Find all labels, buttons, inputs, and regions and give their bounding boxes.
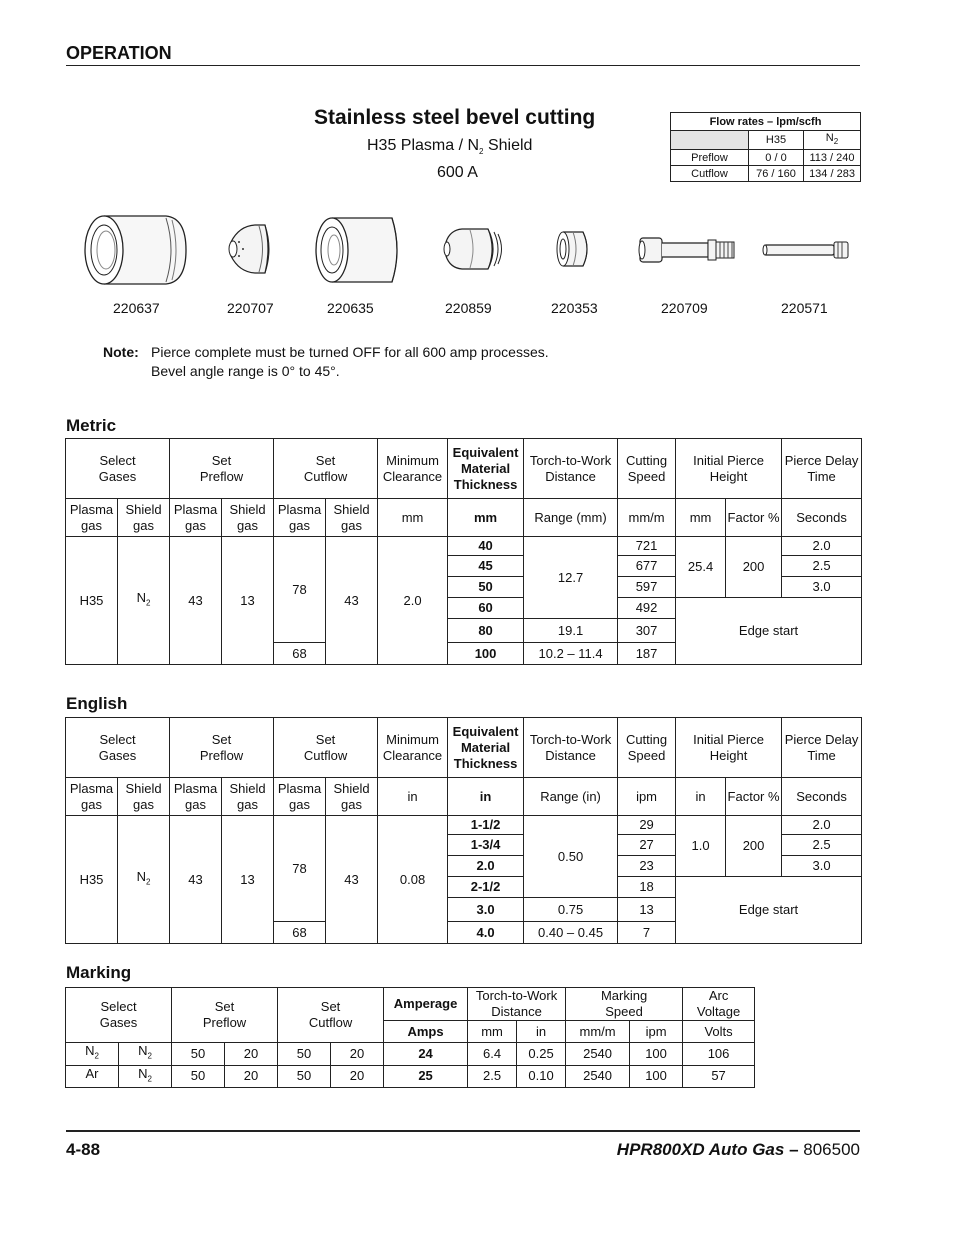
hdr-text: Set — [211, 731, 232, 747]
product-name: HPR800XD Auto Gas — [616, 1140, 785, 1159]
mk-unit-amps: Amps — [384, 1021, 468, 1043]
thickness-cell: 80 — [448, 619, 524, 643]
hdr-plasma-gas — [170, 499, 222, 537]
hdr-text: Distance — [545, 468, 596, 484]
speed-cell: 597 — [618, 577, 676, 598]
gas-sub: 2 — [147, 1074, 152, 1084]
mk-unit-mmm: mm/m — [566, 1021, 630, 1043]
unit-range: Range (mm) — [524, 499, 618, 537]
hdr-text: Shield — [229, 780, 266, 796]
flow-cell: 134 / 283 — [804, 166, 861, 182]
unit-speed: ipm — [618, 778, 676, 816]
unit-clearance: mm — [378, 499, 448, 537]
thickness-cell: 1-1/2 — [448, 816, 524, 835]
distance-cell: 0.40 – 0.45 — [524, 922, 618, 944]
hdr-shield-gas — [118, 499, 170, 537]
distance-cell: 10.2 – 11.4 — [524, 643, 618, 665]
hdr-text: Material — [460, 739, 511, 755]
note-label: Note: — [103, 344, 139, 360]
mk-cell: 2.5 — [468, 1065, 517, 1088]
hdr-text: Torch-to-Work — [529, 452, 612, 468]
mk-unit-volts: Volts — [683, 1021, 755, 1043]
hdr-text: Thickness — [453, 755, 518, 771]
part-number: 220353 — [551, 300, 598, 316]
mk-cell: 106 — [683, 1043, 755, 1066]
edge-start-cell: Edge start — [676, 877, 862, 944]
part-number: 220635 — [327, 300, 374, 316]
gas-sub: 2 — [147, 1051, 152, 1061]
speed-cell: 307 — [618, 619, 676, 643]
speed-cell: 23 — [618, 856, 676, 877]
mk-amps: 25 — [384, 1065, 468, 1088]
hdr-text: Gases — [98, 468, 137, 484]
hdr-shield-gas — [222, 499, 274, 537]
gas-sub: 2 — [94, 1051, 99, 1061]
hdr-text: Shield — [125, 501, 162, 517]
hdr-text: gas — [133, 796, 154, 812]
hdr-cutting-speed — [618, 439, 676, 499]
hdr-text: Material — [460, 460, 511, 476]
hdr-plasma-gas — [274, 778, 326, 816]
pierce-factor-cell: 200 — [726, 816, 782, 877]
cutflow-plasma: 78 — [274, 816, 326, 922]
thickness-cell: 2-1/2 — [448, 877, 524, 898]
hdr-shield-gas — [118, 778, 170, 816]
hdr-text: Select — [100, 999, 137, 1014]
hdr-equiv-thickness — [448, 718, 524, 778]
electrode-icon — [636, 232, 740, 268]
hdr-text: Pierce Delay — [784, 731, 859, 747]
hdr-initial-pierce — [676, 439, 782, 499]
flow-cell: 113 / 240 — [804, 150, 861, 166]
mk-cell: 20 — [225, 1065, 278, 1088]
hdr-text: Cutflow — [308, 1015, 353, 1030]
mk-cell: 20 — [331, 1065, 384, 1088]
thickness-cell: 1-3/4 — [448, 835, 524, 856]
hdr-text: Shield — [333, 780, 370, 796]
hdr-text: gas — [341, 517, 363, 533]
thickness-cell: 100 — [448, 643, 524, 665]
hdr-plasma-gas — [66, 778, 118, 816]
preflow-plasma: 43 — [170, 816, 222, 944]
english-heading: English — [66, 694, 128, 713]
metric-table — [65, 438, 862, 665]
hdr-text: gas — [185, 796, 206, 812]
gas-subtitle-sub: 2 — [479, 147, 484, 157]
hdr-text: Plasma — [69, 780, 114, 796]
hdr-text: Minimum — [386, 731, 439, 747]
gas-text: N — [85, 1043, 95, 1058]
unit-thickness: mm — [448, 499, 524, 537]
flow-col-n2-sub: 2 — [833, 137, 839, 147]
gas-text: N — [138, 1065, 148, 1081]
mk-amps: 24 — [384, 1043, 468, 1066]
unit-factor: Factor % — [726, 778, 782, 816]
marking-heading: Marking — [66, 963, 132, 982]
hdr-plasma-gas — [170, 778, 222, 816]
footer-rule — [66, 1130, 860, 1132]
hdr-text: Initial Pierce — [693, 452, 764, 468]
hdr-text: Clearance — [382, 468, 443, 484]
gas-subtitle — [367, 137, 532, 156]
hdr-text: Cutflow — [303, 747, 348, 763]
shield-gas-value — [118, 816, 170, 944]
gas-text: N — [136, 589, 146, 605]
hdr-text: Thickness — [453, 476, 518, 492]
mk-hdr-select-gases — [66, 988, 172, 1043]
unit-seconds: Seconds — [782, 499, 862, 537]
retaining-cap-icon — [310, 212, 406, 288]
flow-row-label: Cutflow — [671, 166, 749, 182]
current-label: 600 A — [437, 164, 478, 181]
flow-rates-title: Flow rates – lpm/scfh — [671, 113, 861, 131]
mk-cell: 20 — [331, 1043, 384, 1066]
mk-hdr-set-preflow — [172, 988, 278, 1043]
cutflow-plasma: 68 — [274, 643, 326, 665]
hdr-text: Preflow — [199, 747, 244, 763]
thickness-cell: 3.0 — [448, 898, 524, 922]
hdr-text: gas — [81, 796, 102, 812]
mk-hdr-set-cutflow — [278, 988, 384, 1043]
part-number: 220637 — [113, 300, 160, 316]
hdr-text: Cutflow — [303, 468, 348, 484]
hdr-text: Distance — [545, 747, 596, 763]
flow-row-label: Preflow — [671, 150, 749, 166]
hdr-text: Torch-to-Work — [529, 731, 612, 747]
mk-cell: 100 — [630, 1043, 683, 1066]
hdr-text: Clearance — [382, 747, 443, 763]
hdr-text: Plasma — [277, 780, 322, 796]
delay-cell: 3.0 — [782, 577, 862, 598]
unit-range: Range (in) — [524, 778, 618, 816]
speed-cell: 18 — [618, 877, 676, 898]
distance-cell: 12.7 — [524, 537, 618, 619]
hdr-text: Set — [214, 999, 235, 1014]
clearance-value: 2.0 — [378, 537, 448, 665]
hdr-torch-to-work — [524, 718, 618, 778]
hdr-text: gas — [341, 796, 363, 812]
hdr-shield-gas — [326, 778, 378, 816]
preflow-plasma: 43 — [170, 537, 222, 665]
hdr-text: Gases — [99, 1015, 138, 1030]
hdr-text: Gases — [98, 747, 137, 763]
plasma-gas-value: H35 — [66, 537, 118, 665]
metric-heading: Metric — [66, 416, 117, 435]
flow-col-n2-text: N — [825, 132, 834, 144]
nozzle-icon — [440, 222, 506, 276]
flow-cell: 76 / 160 — [749, 166, 804, 182]
unit-factor: Factor % — [726, 499, 782, 537]
hdr-text: gas — [81, 517, 102, 533]
footer-dash: – — [789, 1140, 799, 1159]
mk-hdr-arc-voltage — [683, 988, 755, 1021]
delay-cell: 2.0 — [782, 537, 862, 556]
mk-shield-gas — [119, 1065, 172, 1088]
mk-cell: 2540 — [566, 1065, 630, 1088]
hdr-shield-gas — [222, 778, 274, 816]
thickness-cell: 45 — [448, 556, 524, 577]
delay-cell: 2.5 — [782, 835, 862, 856]
speed-cell: 29 — [618, 816, 676, 835]
hdr-text: Arc — [708, 988, 729, 1003]
hdr-set-cutflow — [274, 718, 378, 778]
unit-speed: mm/m — [618, 499, 676, 537]
hdr-plasma-gas — [66, 499, 118, 537]
hdr-text: Cutting — [625, 452, 668, 468]
gas-text: N — [138, 1043, 148, 1058]
mk-cell: 50 — [172, 1065, 225, 1088]
part-number: 220707 — [227, 300, 274, 316]
clearance-value: 0.08 — [378, 816, 448, 944]
gas-text: Ar — [85, 1065, 99, 1081]
mk-shield-gas — [119, 1043, 172, 1066]
mk-unit-in: in — [517, 1021, 566, 1043]
mk-cell: 2540 — [566, 1043, 630, 1066]
mk-cell: 57 — [683, 1065, 755, 1088]
delay-cell: 2.0 — [782, 816, 862, 835]
preflow-shield: 13 — [222, 816, 274, 944]
hdr-text: Marking — [600, 988, 648, 1003]
hdr-text: Height — [709, 747, 748, 763]
pierce-height-cell: 25.4 — [676, 537, 726, 598]
thickness-cell: 50 — [448, 577, 524, 598]
hdr-text: Speed — [627, 468, 666, 484]
hdr-text: Time — [807, 747, 836, 763]
mk-hdr-marking-speed — [566, 988, 683, 1021]
cutflow-plasma: 68 — [274, 922, 326, 944]
flow-rates-corner — [671, 131, 749, 150]
hdr-min-clearance — [378, 718, 448, 778]
english-table — [65, 717, 862, 944]
gas-sub: 2 — [145, 877, 151, 887]
hdr-text: Initial Pierce — [693, 731, 764, 747]
mk-unit-ipm: ipm — [630, 1021, 683, 1043]
hdr-text: Time — [807, 468, 836, 484]
section-title: OPERATION — [66, 43, 172, 63]
hdr-torch-to-work — [524, 439, 618, 499]
hdr-text: Height — [709, 468, 748, 484]
hdr-min-clearance — [378, 439, 448, 499]
mk-plasma-gas — [66, 1043, 119, 1066]
hdr-text: Minimum — [386, 452, 439, 468]
speed-cell: 187 — [618, 643, 676, 665]
hdr-text: Plasma — [277, 501, 322, 517]
hdr-text: Set — [320, 999, 341, 1014]
hdr-set-preflow — [170, 718, 274, 778]
hdr-text: Plasma — [173, 501, 218, 517]
hdr-text: gas — [185, 517, 206, 533]
unit-pierce: mm — [676, 499, 726, 537]
mk-hdr-amperage: Amperage — [384, 988, 468, 1021]
hdr-pierce-delay — [782, 718, 862, 778]
unit-pierce: in — [676, 778, 726, 816]
hdr-select-gases — [66, 718, 170, 778]
shield-part-icon — [80, 208, 192, 292]
mk-hdr-torch-to-work — [468, 988, 566, 1021]
thickness-cell: 2.0 — [448, 856, 524, 877]
flow-col-h35: H35 — [749, 131, 804, 150]
unit-seconds: Seconds — [782, 778, 862, 816]
speed-cell: 677 — [618, 556, 676, 577]
note-line-2: Bevel angle range is 0° to 45°. — [151, 363, 340, 379]
part-number: 220709 — [661, 300, 708, 316]
hdr-text: Select — [99, 452, 136, 468]
distance-cell: 0.50 — [524, 816, 618, 898]
cutflow-shield: 43 — [326, 816, 378, 944]
note-line-1: Pierce complete must be turned OFF for all 600 amp processes. — [151, 344, 549, 360]
gas-subtitle-suffix: Shield — [483, 137, 533, 154]
preflow-shield: 13 — [222, 537, 274, 665]
part-number: 220571 — [781, 300, 828, 316]
hdr-text: Set — [211, 452, 232, 468]
page-title: Stainless steel bevel cutting — [314, 106, 596, 129]
cutflow-shield: 43 — [326, 537, 378, 665]
speed-cell: 7 — [618, 922, 676, 944]
marking-table — [65, 987, 755, 1088]
mk-cell: 50 — [172, 1043, 225, 1066]
mk-plasma-gas — [66, 1065, 119, 1088]
hdr-text: Preflow — [202, 1015, 247, 1030]
hdr-text: Equivalent — [452, 444, 519, 460]
flow-cell: 0 / 0 — [749, 150, 804, 166]
hdr-text: gas — [237, 517, 258, 533]
unit-thickness: in — [448, 778, 524, 816]
hdr-text: Plasma — [173, 780, 218, 796]
mk-unit-mm: mm — [468, 1021, 517, 1043]
header-rule — [66, 65, 860, 66]
swirl-ring-icon — [553, 228, 595, 270]
part-number: 220859 — [445, 300, 492, 316]
hdr-text: Shield — [125, 780, 162, 796]
speed-cell: 492 — [618, 598, 676, 619]
flow-rates-table — [670, 112, 861, 182]
pierce-height-cell: 1.0 — [676, 816, 726, 877]
cutflow-plasma: 78 — [274, 537, 326, 643]
speed-cell: 13 — [618, 898, 676, 922]
mk-cell: 6.4 — [468, 1043, 517, 1066]
delay-cell: 2.5 — [782, 556, 862, 577]
hdr-text: gas — [237, 796, 258, 812]
thickness-cell: 60 — [448, 598, 524, 619]
shield-cap-icon — [225, 220, 275, 278]
doc-number: 806500 — [803, 1140, 860, 1159]
distance-cell: 19.1 — [524, 619, 618, 643]
speed-cell: 721 — [618, 537, 676, 556]
hdr-equiv-thickness — [448, 439, 524, 499]
delay-cell: 3.0 — [782, 856, 862, 877]
hdr-text: Torch-to-Work — [475, 988, 558, 1003]
hdr-shield-gas — [326, 499, 378, 537]
mk-cell: 50 — [278, 1043, 331, 1066]
hdr-text: gas — [289, 796, 311, 812]
hdr-cutting-speed — [618, 718, 676, 778]
hdr-text: Set — [315, 452, 336, 468]
distance-cell: 0.75 — [524, 898, 618, 922]
hdr-text: Set — [315, 731, 336, 747]
hdr-text: Select — [99, 731, 136, 747]
hdr-plasma-gas — [274, 499, 326, 537]
hdr-pierce-delay — [782, 439, 862, 499]
hdr-text: gas — [289, 517, 311, 533]
hdr-text: Equivalent — [452, 723, 519, 739]
pierce-factor-cell: 200 — [726, 537, 782, 598]
mk-cell: 50 — [278, 1065, 331, 1088]
thickness-cell: 4.0 — [448, 922, 524, 944]
mk-cell: 20 — [225, 1043, 278, 1066]
hdr-text: Shield — [333, 501, 370, 517]
mk-cell: 100 — [630, 1065, 683, 1088]
hdr-text: Plasma — [69, 501, 114, 517]
edge-start-cell: Edge start — [676, 598, 862, 665]
hdr-select-gases — [66, 439, 170, 499]
water-tube-icon — [760, 238, 854, 262]
footer-doc — [617, 1140, 860, 1160]
hdr-text: Pierce Delay — [784, 452, 859, 468]
hdr-set-preflow — [170, 439, 274, 499]
shield-gas-value — [118, 537, 170, 665]
hdr-initial-pierce — [676, 718, 782, 778]
hdr-text: Speed — [627, 747, 666, 763]
hdr-text: Shield — [229, 501, 266, 517]
mk-cell: 0.25 — [517, 1043, 566, 1066]
thickness-cell: 40 — [448, 537, 524, 556]
plasma-gas-value: H35 — [66, 816, 118, 944]
unit-clearance: in — [378, 778, 448, 816]
flow-col-n2 — [804, 131, 861, 150]
hdr-text: Cutting — [625, 731, 668, 747]
mk-cell: 0.10 — [517, 1065, 566, 1088]
hdr-set-cutflow — [274, 439, 378, 499]
gas-subtitle-prefix: H35 Plasma / N — [367, 137, 480, 154]
gas-text: N — [136, 868, 146, 884]
gas-sub: 2 — [145, 598, 151, 608]
hdr-text: Voltage — [696, 1004, 741, 1019]
hdr-text: gas — [133, 517, 154, 533]
hdr-text: Distance — [491, 1004, 542, 1019]
hdr-text: Speed — [605, 1004, 643, 1019]
page-number: 4-88 — [66, 1140, 101, 1159]
hdr-text: Preflow — [199, 468, 244, 484]
speed-cell: 27 — [618, 835, 676, 856]
